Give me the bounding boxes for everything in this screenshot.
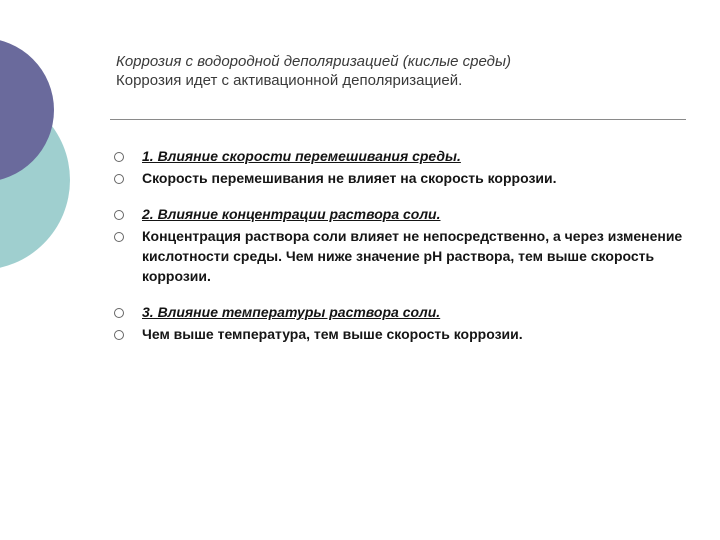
title-italic-line: Коррозия с водородной деполяризацией (кислые среды)	[116, 53, 512, 70]
point-heading: 2. Влияние концентрации раствора соли.	[142, 206, 441, 222]
point-heading: 3. Влияние температуры раствора соли.	[142, 304, 441, 320]
point-text: Скорость перемешивания не влияет на скорость коррозии.	[142, 170, 557, 186]
circle-bullet-icon	[114, 174, 124, 184]
slide-title	[116, 52, 696, 90]
point-heading: 1. Влияние скорости перемешивания среды.	[142, 148, 461, 164]
title-divider	[110, 119, 686, 120]
circle-bullet-icon	[114, 308, 124, 318]
list-item	[112, 226, 692, 286]
point-text: Концентрация раствора соли влияет не непосредственно, а через изменение кислотности среды. Чем ниже значение рН раствора, тем выше скорость коррозии.	[142, 228, 683, 284]
list-item	[112, 204, 692, 224]
title-regular-line: Коррозия идет с активационной деполяризацией.	[116, 72, 463, 89]
circle-bullet-icon	[114, 232, 124, 242]
list-item	[112, 302, 692, 322]
list-item	[112, 324, 692, 344]
list-item	[112, 168, 692, 188]
circle-bullet-icon	[114, 210, 124, 220]
circle-bullet-icon	[114, 152, 124, 162]
list-item	[112, 146, 692, 166]
point-text: Чем выше температура, тем выше скорость коррозии.	[142, 326, 523, 342]
bullet-list	[112, 146, 692, 344]
decorative-circles	[0, 0, 120, 300]
circle-bullet-icon	[114, 330, 124, 340]
